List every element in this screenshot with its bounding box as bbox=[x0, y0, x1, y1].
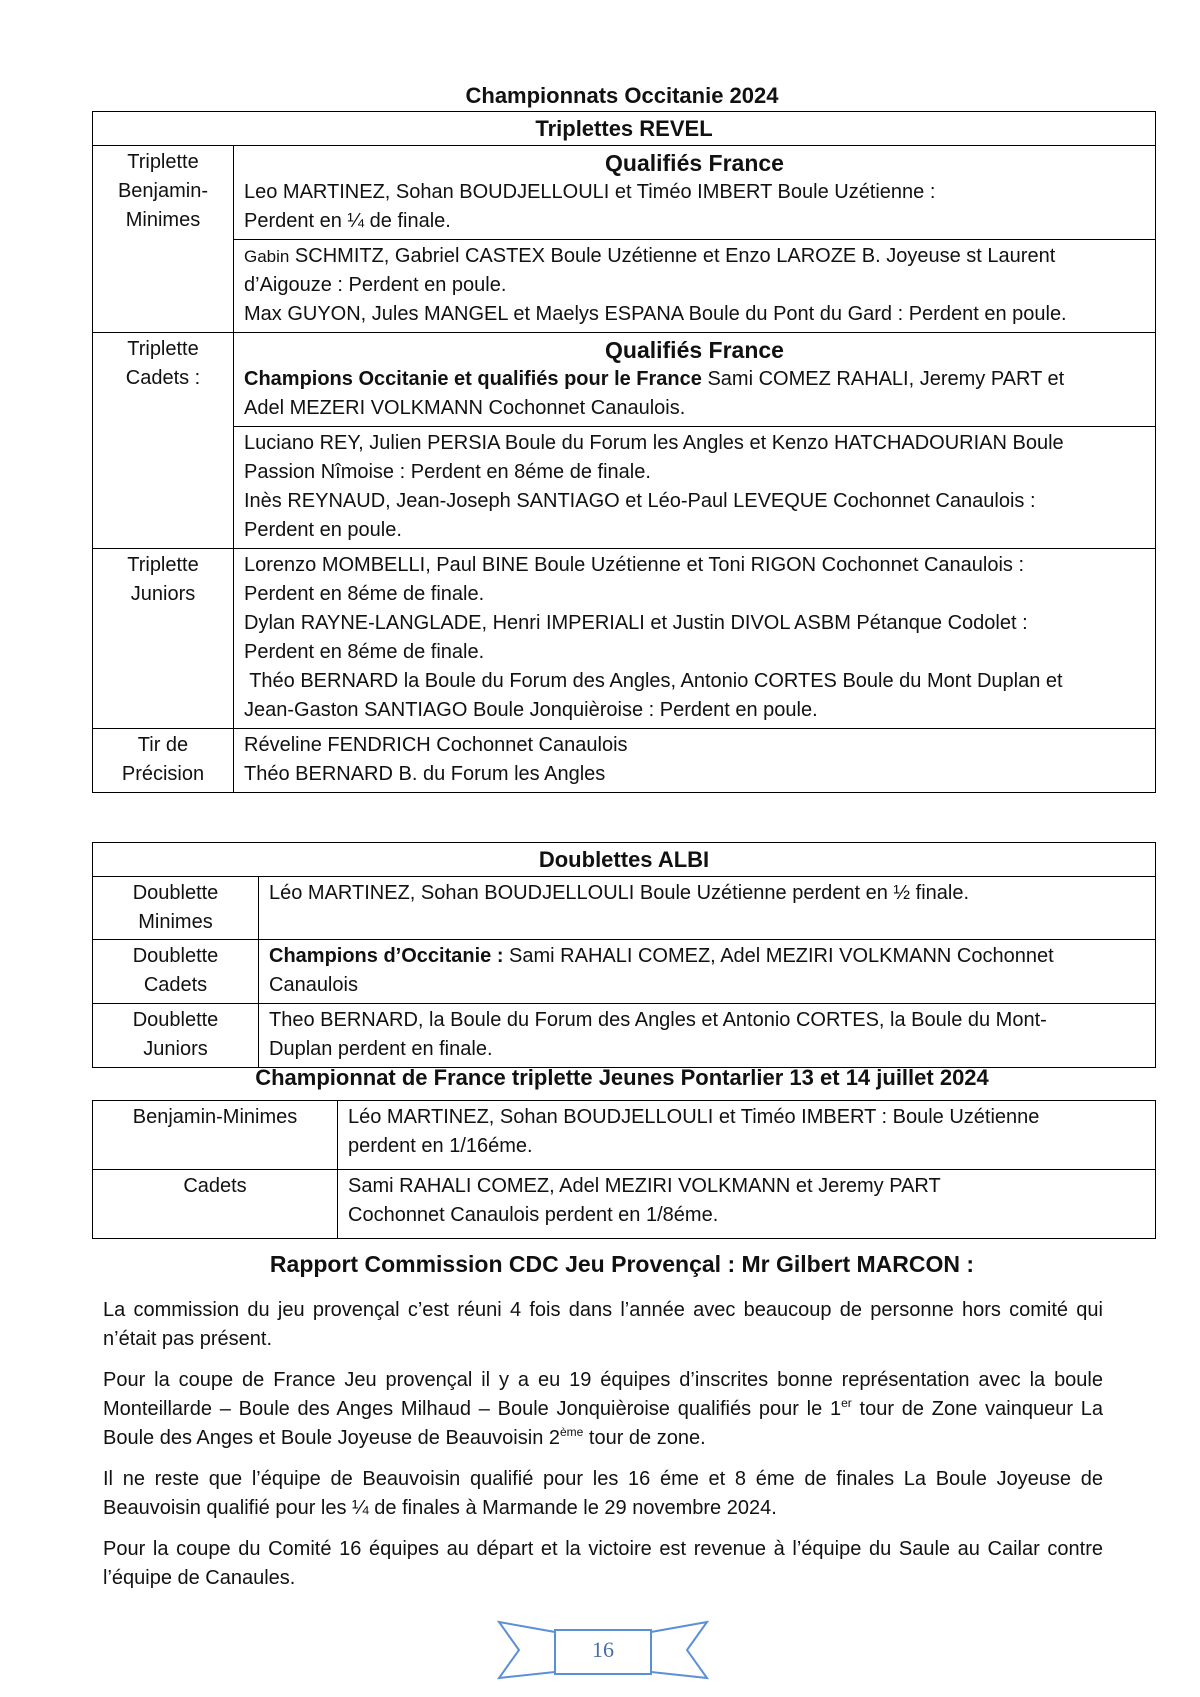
table-row bbox=[93, 549, 1156, 729]
qualified-heading: Qualifiés France bbox=[605, 337, 784, 363]
triplettes-header-row bbox=[93, 112, 1156, 146]
result-line: Perdent en poule. bbox=[244, 519, 402, 541]
category-label: Doublette bbox=[132, 1009, 219, 1031]
result-line bbox=[269, 942, 1145, 971]
france-title: Championnat de France triplette Jeunes Pontarlier 13 et 14 juillet 2024 bbox=[255, 1065, 989, 1090]
category-label: Précision bbox=[121, 763, 205, 785]
result-line: Perdent en 8éme de finale. bbox=[244, 583, 485, 605]
category-label: Juniors bbox=[130, 583, 196, 605]
qualified-heading: Qualifiés France bbox=[605, 150, 784, 176]
page-number: 16 bbox=[592, 1637, 614, 1662]
triplettes-table bbox=[92, 111, 1156, 793]
result-line: Adel MEZERI VOLKMANN Cochonnet Canaulois. bbox=[244, 397, 686, 419]
category-label: Cadets bbox=[143, 974, 208, 996]
report-text: tour de zone. bbox=[583, 1427, 706, 1449]
result-line: Cochonnet Canaulois perdent en 1/8éme. bbox=[348, 1204, 719, 1226]
table-row bbox=[93, 729, 1156, 793]
report-text: tour de Zone vainqueur La Boule des Anges et Boule Joyeuse de Beauvoisin 2 bbox=[103, 1398, 1103, 1449]
category-label: Triplette bbox=[127, 151, 199, 173]
name-text: Gabin bbox=[244, 247, 290, 266]
champions-label: Champions d’Occitanie : bbox=[269, 945, 504, 967]
results-cell bbox=[338, 1170, 1156, 1239]
result-line: Passion Nîmoise : Perdent en 8éme de finale. bbox=[244, 461, 651, 483]
report-text: Pour la coupe de France Jeu provençal il y a eu 19 équipes d’inscrites bonne représentation avec la boule Monteillarde – Boule des Anges Milhaud – Boule Jonquièroise qualifiés pour le 1 bbox=[103, 1369, 1103, 1420]
table-row bbox=[93, 940, 1156, 1004]
table-row bbox=[93, 1170, 1156, 1239]
results-cell bbox=[259, 940, 1156, 1004]
result-line bbox=[244, 365, 1145, 394]
result-line: perdent en 1/16éme. bbox=[348, 1135, 533, 1157]
result-line: Léo MARTINEZ, Sohan BOUDJELLOULI Boule Uzétienne perdent en ½ finale. bbox=[269, 882, 970, 904]
doublettes-header-row bbox=[93, 843, 1156, 877]
report-paragraph: Pour la coupe du Comité 16 équipes au départ et la victoire est revenue à l’équipe du Saule au Cailar contre l’équipe de Canaules. bbox=[103, 1538, 1103, 1589]
result-line: Théo BERNARD B. du Forum les Angles bbox=[244, 763, 606, 785]
name-text: SCHMITZ, Gabriel CASTEX Boule Uzétienne et Enzo LAROZE B. Joyeuse st Laurent bbox=[289, 245, 1056, 267]
doublettes-header: Doublettes ALBI bbox=[93, 843, 1156, 877]
result-line: d’Aigouze : Perdent en poule. bbox=[244, 274, 507, 296]
result-line: Luciano REY, Julien PERSIA Boule du Forum les Angles et Kenzo HATCHADOURIAN Boule bbox=[244, 432, 1064, 454]
category-cell: Cadets bbox=[93, 1170, 338, 1239]
report-paragraph: Il ne reste que l’équipe de Beauvoisin qualifié pour les 16 éme et 8 éme de finales La Boule Joyeuse de Beauvoisin qualifié pour les ¼ de finales à Marmande le 29 novembre 2024. bbox=[103, 1468, 1103, 1519]
result-line: Duplan perdent en finale. bbox=[269, 1038, 493, 1060]
result-line: Dylan RAYNE-LANGLADE, Henri IMPERIALI et Justin DIVOL ASBM Pétanque Codolet : bbox=[244, 612, 1028, 634]
category-label: Minimes bbox=[138, 911, 213, 933]
results-cell bbox=[338, 1101, 1156, 1170]
table-row bbox=[93, 1004, 1156, 1068]
category-label: Triplette bbox=[127, 338, 199, 360]
category-cell bbox=[93, 877, 259, 940]
result-line: Theo BERNARD, la Boule du Forum des Angles et Antonio CORTES, la Boule du Mont- bbox=[269, 1009, 1047, 1031]
result-line: Réveline FENDRICH Cochonnet Canaulois bbox=[244, 734, 628, 756]
table-row bbox=[93, 1101, 1156, 1170]
category-label: Minimes bbox=[125, 209, 201, 231]
result-line: Canaulois bbox=[269, 974, 358, 996]
result-line: Léo MARTINEZ, Sohan BOUDJELLOULI et Timéo IMBERT : Boule Uzétienne bbox=[348, 1106, 1040, 1128]
results-cell bbox=[234, 729, 1156, 793]
result-line bbox=[244, 242, 1145, 271]
result-line: Inès REYNAUD, Jean-Joseph SANTIAGO et Léo-Paul LEVEQUE Cochonnet Canaulois : bbox=[244, 490, 1036, 512]
category-label: Triplette bbox=[127, 554, 199, 576]
category-cell bbox=[93, 549, 234, 729]
table-row bbox=[93, 240, 1156, 333]
category-label: Doublette bbox=[132, 882, 219, 904]
result-line: Leo MARTINEZ, Sohan BOUDJELLOULI et Timéo IMBERT Boule Uzétienne : bbox=[244, 181, 936, 203]
result-line: Perdent en ¼ de finale. bbox=[244, 210, 451, 232]
triplettes-header: Triplettes REVEL bbox=[93, 112, 1156, 146]
result-line: Sami RAHALI COMEZ, Adel MEZIRI VOLKMANN et Jeremy PART bbox=[348, 1175, 941, 1197]
category-cell bbox=[93, 146, 234, 333]
report-paragraph: La commission du jeu provençal c’est réuni 4 fois dans l’année avec beaucoup de personne hors comité qui n’était pas présent. bbox=[103, 1299, 1103, 1350]
name-text: Sami COMEZ RAHALI, Jeremy PART et bbox=[701, 368, 1065, 390]
results-cell bbox=[234, 240, 1156, 333]
superscript: ème bbox=[560, 1425, 584, 1439]
category-cell bbox=[93, 1004, 259, 1068]
table-row bbox=[93, 877, 1156, 940]
category-label: Benjamin- bbox=[117, 180, 209, 202]
report-body bbox=[103, 1296, 1103, 1605]
results-cell bbox=[259, 877, 1156, 940]
result-line: Théo BERNARD la Boule du Forum des Angles, Antonio CORTES Boule du Mont Duplan et bbox=[244, 670, 1063, 692]
category-cell bbox=[93, 333, 234, 549]
result-line: Lorenzo MOMBELLI, Paul BINE Boule Uzétienne et Toni RIGON Cochonnet Canaulois : bbox=[244, 554, 1025, 576]
qualified-cell bbox=[234, 146, 1156, 240]
champions-label: Champions Occitanie et qualifiés pour le France bbox=[244, 368, 702, 390]
category-cell bbox=[93, 940, 259, 1004]
result-line: Max GUYON, Jules MANGEL et Maelys ESPANA Boule du Pont du Gard : Perdent en poule. bbox=[244, 303, 1067, 325]
report-paragraph bbox=[103, 1366, 1103, 1453]
results-cell bbox=[234, 427, 1156, 549]
category-label: Juniors bbox=[143, 1038, 208, 1060]
report-title: Rapport Commission CDC Jeu Provençal : Mr Gilbert MARCON : bbox=[269, 1251, 975, 1277]
france-table bbox=[92, 1100, 1156, 1239]
superscript: er bbox=[841, 1396, 852, 1410]
table-row bbox=[93, 333, 1156, 427]
category-cell: Benjamin-Minimes bbox=[93, 1101, 338, 1170]
result-line: Perdent en 8éme de finale. bbox=[244, 641, 485, 663]
page-title: Championnats Occitanie 2024 bbox=[465, 83, 779, 108]
category-cell bbox=[93, 729, 234, 793]
result-line: Jean-Gaston SANTIAGO Boule Jonquièroise : Perdent en poule. bbox=[244, 699, 818, 721]
results-cell bbox=[234, 549, 1156, 729]
table-row bbox=[93, 146, 1156, 240]
category-label: Cadets : bbox=[125, 367, 201, 389]
name-text: Sami RAHALI COMEZ, Adel MEZIRI VOLKMANN Cochonnet bbox=[503, 945, 1054, 967]
doublettes-table bbox=[92, 842, 1156, 1068]
category-label: Tir de bbox=[137, 734, 189, 756]
table-row bbox=[93, 427, 1156, 549]
qualified-cell bbox=[234, 333, 1156, 427]
category-label: Doublette bbox=[132, 945, 219, 967]
results-cell bbox=[259, 1004, 1156, 1068]
